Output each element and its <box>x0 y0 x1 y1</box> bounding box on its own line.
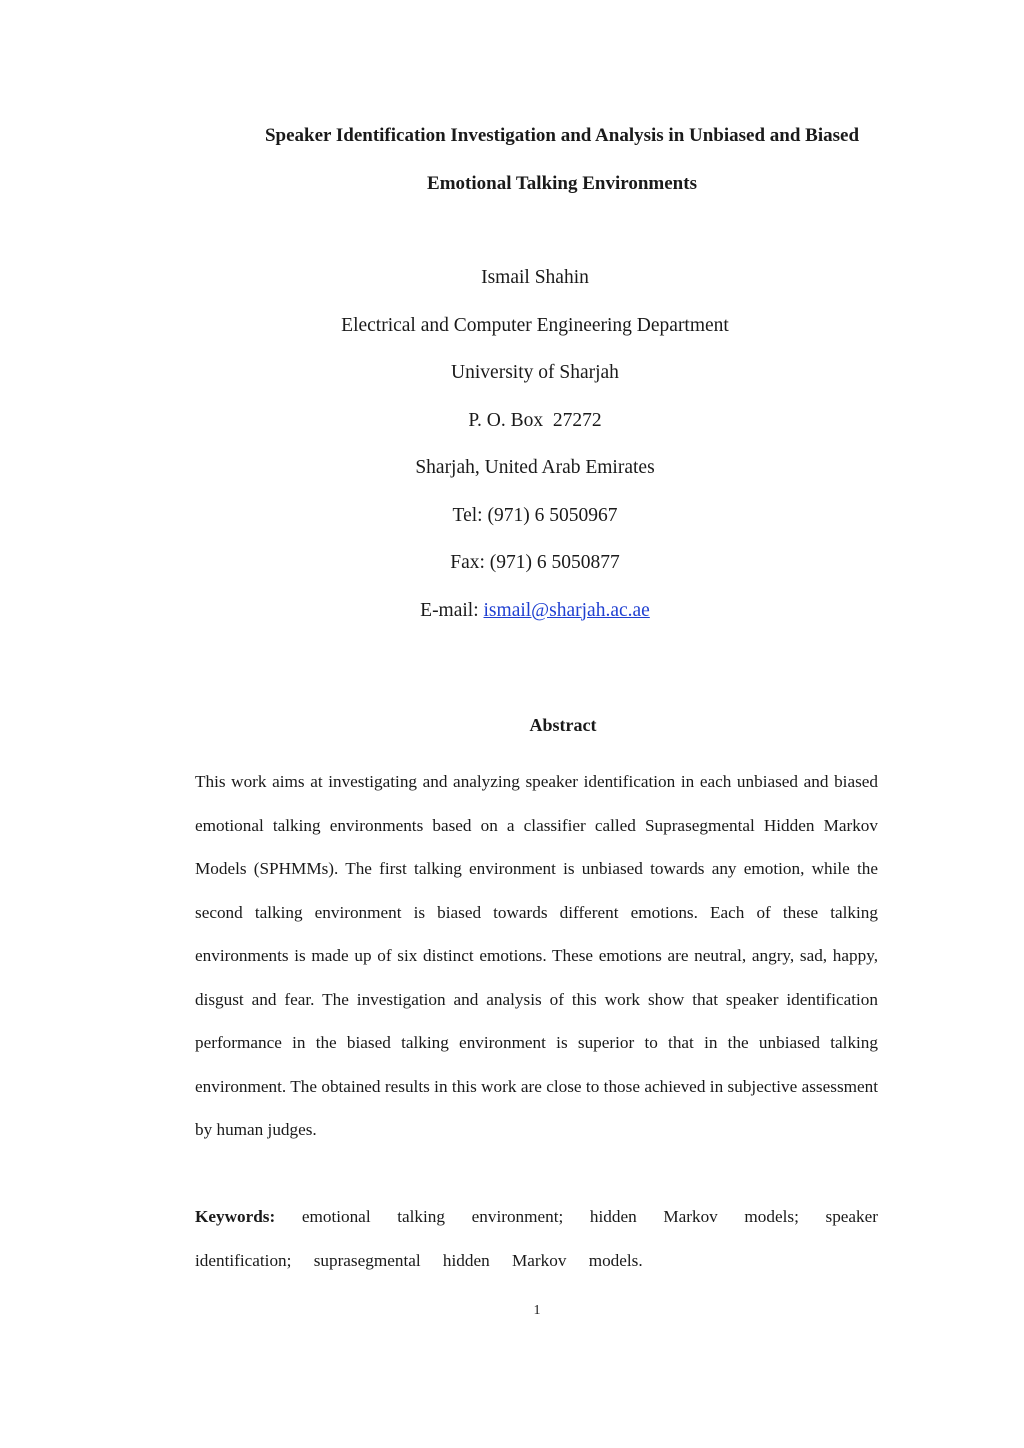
page-number: 1 <box>533 1303 541 1318</box>
email-link[interactable]: ismail@sharjah.ac.ae <box>483 599 650 621</box>
abstract-heading: Abstract <box>529 715 597 735</box>
email-label: E-mail: <box>420 599 484 621</box>
author-department: Electrical and Computer Engineering Department <box>341 314 729 336</box>
author-info <box>150 266 920 646</box>
keywords-text: emotional talking environment; hidden Markov models; speaker identification; suprasegmental hidden Markov models. <box>195 1207 878 1270</box>
author-university: University of Sharjah <box>451 362 619 383</box>
author-fax: Fax: (971) 6 5050877 <box>450 552 620 573</box>
keywords-section <box>195 1195 878 1282</box>
paper-title-line-2: Emotional Talking Environments <box>427 173 697 194</box>
author-email-line <box>150 599 920 647</box>
author-location: Sharjah, United Arab Emirates <box>415 457 655 478</box>
author-tel: Tel: (971) 6 5050967 <box>452 504 618 526</box>
abstract-body: This work aims at investigating and analyzing speaker identification in each unbiased and biased emotional talking environments based on a classifier called Suprasegmental Hidden Markov Models (SPHMMs). The first talking environment is unbiased towards any emotion, while the second talking environment is biased towards different emotions. Each of these talking environments is made up of six distinct emotions. These emotions are neutral, angry, sad, happy, disgust and fear. The investigation and analysis of this work show that speaker identification performance in the biased talking environment is superior to that in the unbiased talking environment. The obtained results in this work are close to those achieved in subjective assessment by human judges. <box>195 772 878 1139</box>
author-name: Ismail Shahin <box>481 267 589 288</box>
paper-title-line-1: Speaker Identification Investigation and Analysis in Unbiased and Biased <box>264 125 860 146</box>
keywords-label: Keywords: <box>195 1207 276 1226</box>
author-po-box: P. O. Box 27272 <box>468 409 602 431</box>
